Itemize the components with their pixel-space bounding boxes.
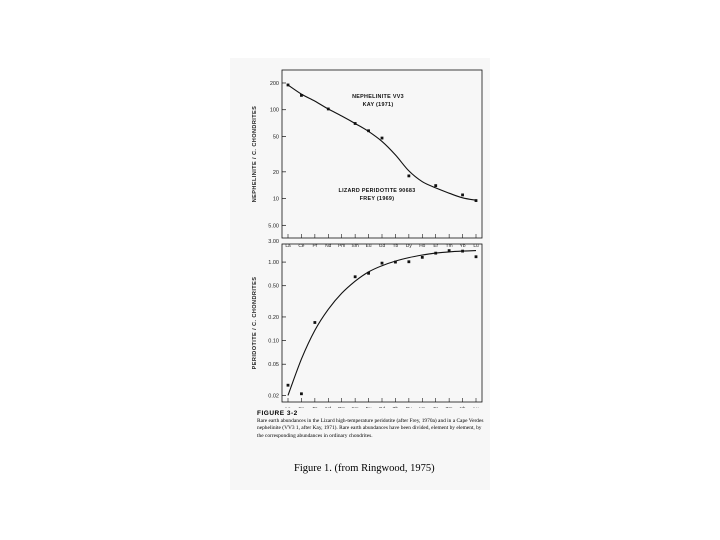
- chart-title-line: FREY (1969): [359, 196, 395, 202]
- x-tick-label: [460, 406, 466, 408]
- x-tick-label: Lu: [473, 244, 479, 249]
- ree-diagram: [230, 58, 490, 408]
- x-tick-label: Nd: [325, 244, 332, 249]
- x-tick-label: [419, 406, 425, 408]
- x-tick-label: [406, 406, 412, 408]
- data-point: [461, 194, 464, 197]
- x-tick-label: [366, 406, 372, 408]
- x-tick-label: [298, 406, 304, 408]
- figure-heading: FIGURE 3-2: [257, 410, 298, 417]
- data-point: [367, 129, 370, 132]
- y-tick-label: 200: [269, 80, 279, 87]
- x-tick-label: [446, 406, 453, 408]
- x-tick-label: [379, 406, 386, 408]
- x-tick-label: [285, 406, 291, 408]
- x-tick-label: Dy: [405, 244, 412, 249]
- x-tick-label: Ce: [298, 244, 305, 249]
- data-point: [448, 249, 451, 252]
- y-tick-label: 0.05: [268, 362, 279, 369]
- data-point: [313, 321, 316, 324]
- x-tick-label: La: [285, 244, 291, 249]
- x-tick-label: Tb: [392, 244, 399, 249]
- data-point: [434, 184, 437, 187]
- y-tick-label: 1.00: [268, 260, 279, 267]
- data-point: [300, 94, 303, 97]
- data-point: [407, 260, 410, 263]
- data-point: [475, 255, 478, 258]
- x-tick-label: Yb: [459, 244, 466, 249]
- data-point: [461, 250, 464, 253]
- data-point: [381, 262, 384, 265]
- y-tick-label: 0.10: [268, 338, 279, 345]
- data-point: [287, 384, 290, 387]
- data-point: [354, 275, 357, 278]
- x-tick-label: [338, 406, 345, 408]
- x-tick-label: Eu: [365, 244, 372, 249]
- y-tick-label: 10: [272, 196, 279, 203]
- plot-frame: [282, 244, 482, 402]
- x-tick-label: Tm: [445, 244, 453, 249]
- chart-panel-2: [252, 188, 482, 408]
- y-tick-label: 0.02: [268, 393, 279, 400]
- data-point: [287, 84, 290, 87]
- x-tick-label: [433, 406, 438, 408]
- figure-caption: Rare earth abundances in the Lizard high-temperature peridotite (after Frey, 1970a) and in a Cape Verdes nephelinite (VV3 1, after Kay, 1971). Rare earth abundances have been divided, element by element, by the corresponding abundances in ordinary chondrites.: [257, 418, 484, 439]
- data-point: [475, 199, 478, 202]
- x-tick-label: [352, 406, 359, 408]
- x-tick-label: [312, 406, 317, 408]
- x-tick-label: Gd: [378, 244, 386, 249]
- data-point: [327, 108, 330, 111]
- data-point: [367, 272, 370, 275]
- data-point: [434, 252, 437, 255]
- x-tick-label: Er: [433, 244, 439, 249]
- data-point: [300, 392, 303, 395]
- y-corner-label: 3.00: [268, 239, 279, 245]
- x-tick-label: Pm: [338, 244, 346, 249]
- x-tick-label: Sm: [351, 244, 359, 249]
- data-point: [407, 174, 410, 177]
- chart-title-line: NEPHELINITE VV3: [352, 94, 404, 100]
- figure-credit: Figure 1. (from Ringwood, 1975): [294, 463, 435, 474]
- y-tick-label: 50: [272, 134, 279, 141]
- data-point: [394, 261, 397, 264]
- y-tick-label: 0.20: [268, 314, 279, 321]
- chart-title-line: KAY (1971): [362, 102, 394, 108]
- x-tick-label: Ho: [419, 244, 426, 249]
- data-point: [421, 256, 424, 259]
- y-tick-label: 100: [269, 107, 279, 114]
- chart-title-line: LIZARD PERIDOTITE 90683: [338, 188, 416, 194]
- x-tick-label: [325, 406, 331, 408]
- x-tick-label: [393, 406, 399, 408]
- data-point: [354, 122, 357, 125]
- chart-panel-1: [252, 70, 482, 249]
- x-tick-label: Pr: [312, 244, 318, 249]
- y-axis-label: PERIDOTITE / C. CHONDRITES: [252, 276, 258, 370]
- y-tick-label: 20: [272, 169, 279, 176]
- y-tick-label: 0.50: [268, 283, 279, 290]
- data-point: [381, 137, 384, 140]
- y-tick-label: 5.00: [268, 223, 279, 230]
- y-axis-label: NEPHELINITE / C. CHONDRITES: [252, 105, 258, 203]
- x-tick-label: [473, 406, 479, 408]
